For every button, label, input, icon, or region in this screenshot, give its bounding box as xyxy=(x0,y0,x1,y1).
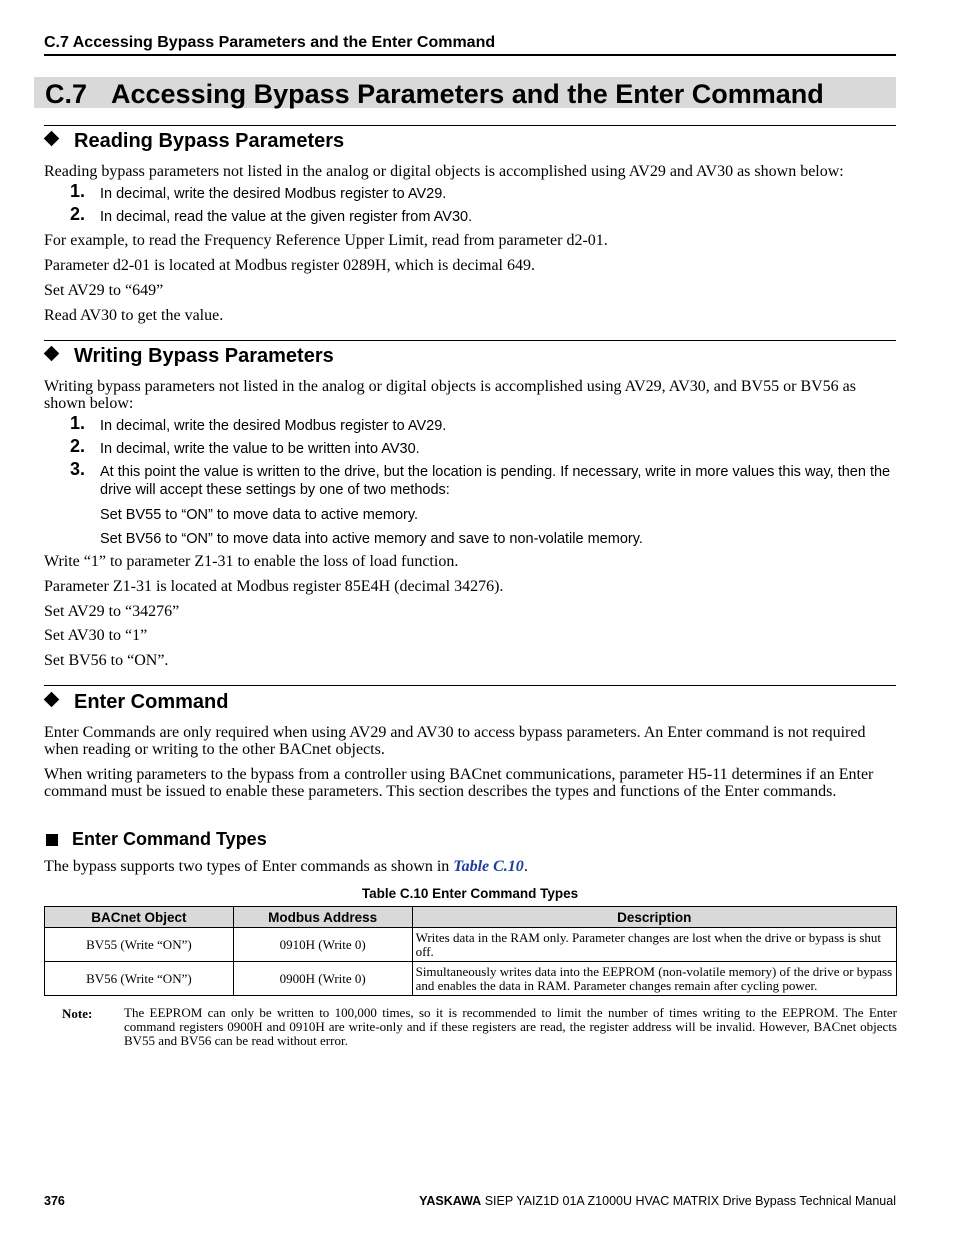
writing-intro: Writing bypass parameters not listed in the analog or digital objects is accomplished using AV29, AV30, and BV55 or BV56 as shown below: xyxy=(44,378,856,412)
reading-example-line: Parameter d2-01 is located at Modbus register 0289H, which is decimal 649. xyxy=(44,257,535,274)
section-number: C.7 xyxy=(45,79,88,109)
page-number: 376 xyxy=(44,1194,65,1208)
diamond-bullet-icon xyxy=(44,346,60,362)
square-bullet-icon xyxy=(46,834,58,846)
cell-bacnet-object: BV56 (Write “ON”) xyxy=(45,962,234,996)
brand-name: YASKAWA xyxy=(419,1194,482,1208)
note-label: Note: xyxy=(62,1006,93,1021)
reading-example-line: Set AV29 to “649” xyxy=(44,282,164,299)
divider xyxy=(44,340,896,341)
heading-enter-command-types: Enter Command Types xyxy=(44,828,267,850)
table-reference-link[interactable]: Table C.10 xyxy=(453,858,524,875)
column-header: Modbus Address xyxy=(233,907,412,928)
heading-writing: Writing Bypass Parameters xyxy=(44,344,334,368)
cell-modbus-address: 0910H (Write 0) xyxy=(233,928,412,962)
diamond-bullet-icon xyxy=(44,131,60,147)
reading-example-line: Read AV30 to get the value. xyxy=(44,307,224,324)
diamond-bullet-icon xyxy=(44,692,60,708)
heading-reading: Reading Bypass Parameters xyxy=(44,129,344,153)
column-header: BACnet Object xyxy=(45,907,234,928)
heading-enter-command: Enter Command xyxy=(44,690,228,714)
divider xyxy=(44,685,896,686)
reading-example-line: For example, to read the Frequency Reference Upper Limit, read from parameter d2-01. xyxy=(44,232,608,249)
cell-modbus-address: 0900H (Write 0) xyxy=(233,962,412,996)
footer-title: YASKAWA SIEP YAIZ1D 01A Z1000U HVAC MATRIX Drive Bypass Technical Manual xyxy=(419,1194,896,1208)
note-text: The EEPROM can only be written to 100,000 times, so it is recommended to limit the number of times writing to the EEPROM. The Enter command registers 0900H and 0910H are write-only and if these registers are read, the register address will be invalid. However, BACnet objects BV55 and BV56 can be read without error. xyxy=(124,1005,897,1048)
writing-example-line: Parameter Z1-31 is located at Modbus register 85E4H (decimal 34276). xyxy=(44,578,504,595)
divider xyxy=(44,125,896,126)
running-head: C.7 Accessing Bypass Parameters and the Enter Command xyxy=(44,34,496,51)
writing-example-line: Set AV29 to “34276” xyxy=(44,603,180,620)
table-header-row xyxy=(45,907,897,928)
reading-intro: Reading bypass parameters not listed in the analog or digital objects is accomplished using AV29 and AV30 as shown below: xyxy=(44,163,844,180)
cell-description: Writes data in the RAM only. Parameter changes are lost when the drive or bypass is shut off. xyxy=(412,928,896,962)
types-intro: The bypass supports two types of Enter commands as shown in Table C.10. xyxy=(44,858,528,875)
section-title xyxy=(45,77,824,111)
writing-example-line: Write “1” to parameter Z1-31 to enable the loss of load function. xyxy=(44,553,459,570)
writing-step: 3. At this point the value is written to the drive, but the location is pending. If necessary, write in more values this way, then the drive will accept these settings by one of two methods: xyxy=(70,459,891,498)
writing-method: Set BV55 to “ON” to move data to active memory. xyxy=(100,507,419,523)
writing-example-line: Set BV56 to “ON”. xyxy=(44,652,169,669)
table-row xyxy=(45,962,897,996)
reading-step: 1. In decimal, write the desired Modbus register to AV29. xyxy=(70,181,447,202)
column-header: Description xyxy=(412,907,896,928)
writing-method: Set BV56 to “ON” to move data into active memory and save to non-volatile memory. xyxy=(100,531,643,547)
table-row xyxy=(45,928,897,962)
cell-description: Simultaneously writes data into the EEPROM (non-volatile memory) of the drive or bypass and enables the data in RAM. Parameter changes remain after cycling power. xyxy=(412,962,896,996)
writing-step: 1. In decimal, write the desired Modbus register to AV29. xyxy=(70,413,447,434)
writing-example-line: Set AV30 to “1” xyxy=(44,627,148,644)
enter-paragraph: When writing parameters to the bypass from a controller using BACnet communications, parameter H5-11 determines if an Enter command must be issued to enable these parameters. This section describes the types and functions of the Enter commands. xyxy=(44,766,874,800)
cell-bacnet-object: BV55 (Write “ON”) xyxy=(45,928,234,962)
table-caption: Table C.10 Enter Command Types xyxy=(361,886,579,901)
reading-step: 2. In decimal, read the value at the given register from AV30. xyxy=(70,204,473,225)
section-title-text: Accessing Bypass Parameters and the Enter Command xyxy=(111,79,824,109)
writing-step: 2. In decimal, write the value to be written into AV30. xyxy=(70,436,420,457)
header-rule xyxy=(44,54,896,56)
enter-command-table xyxy=(44,906,897,996)
enter-paragraph: Enter Commands are only required when using AV29 and AV30 to access bypass parameters. An Enter command is not required when reading or writing to the other BACnet objects. xyxy=(44,724,866,758)
